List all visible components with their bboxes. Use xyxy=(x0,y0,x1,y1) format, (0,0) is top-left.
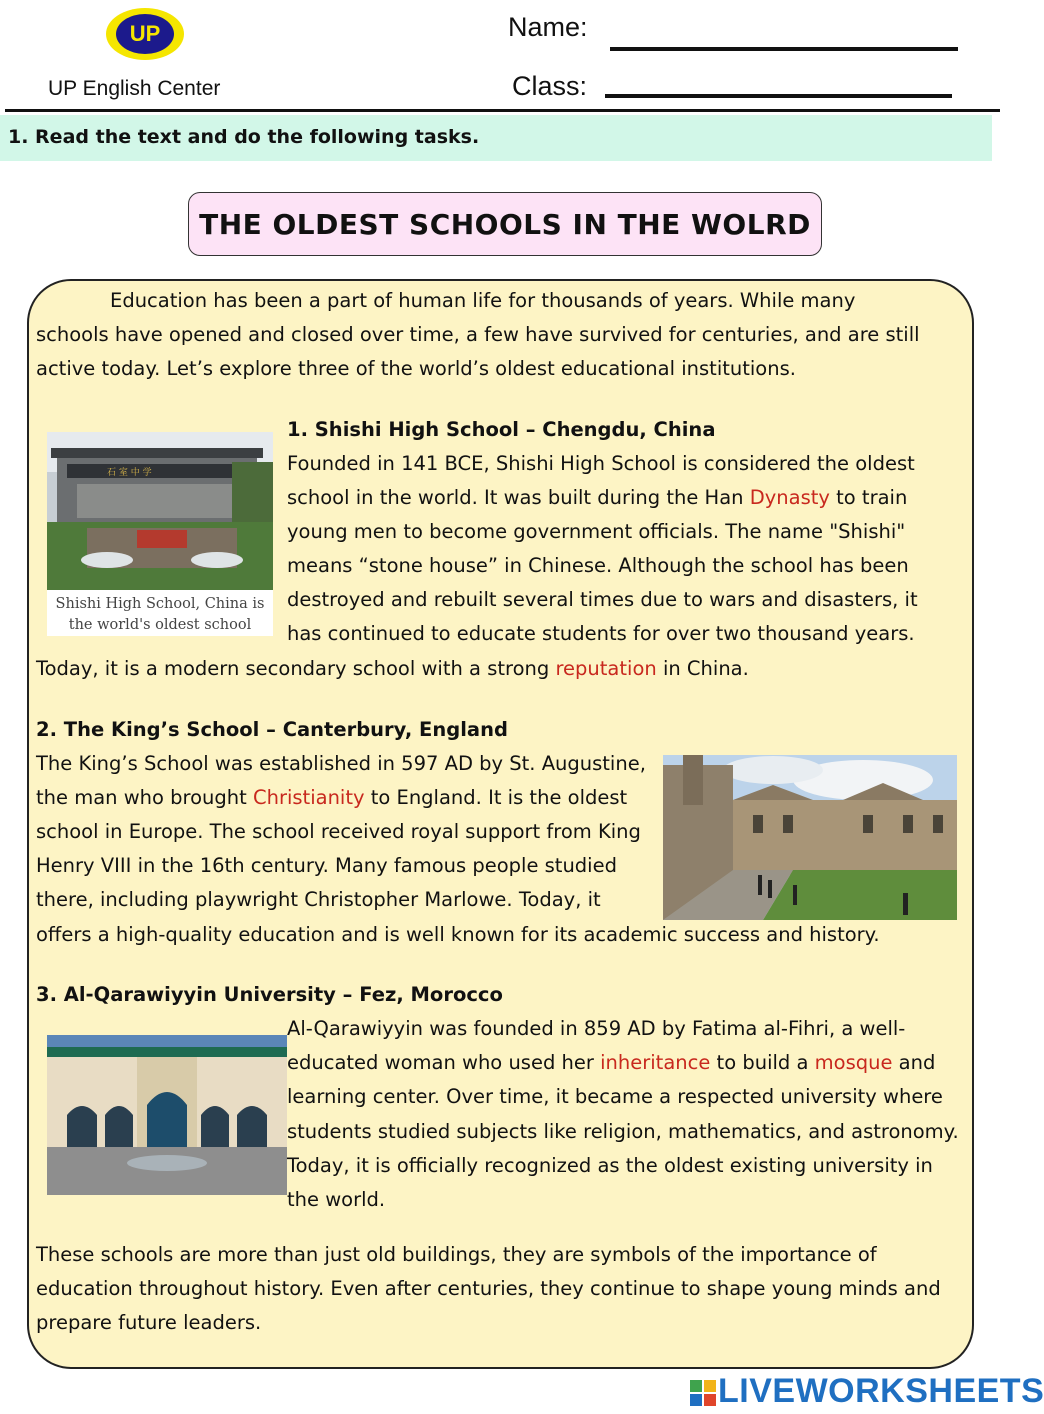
section-heading: 1. Shishi High School – Chengdu, China xyxy=(287,418,716,441)
section1-line: school in the world. It was built during the Han Dynasty to train xyxy=(287,486,908,509)
class-label: Class: xyxy=(512,71,588,101)
name-label: Name: xyxy=(508,12,588,42)
section2-line: The King’s School was established in 597 AD by St. Augustine, xyxy=(36,752,646,775)
header-divider xyxy=(5,109,1000,112)
section2-line: Henry VIII in the 16th century. Many famous people studied xyxy=(36,854,617,877)
section3-line: educated woman who used her inheritance to build a mosque and xyxy=(287,1051,936,1074)
intro-line: Education has been a part of human life for thousands of years. While many xyxy=(110,289,856,312)
liveworksheets-logo-icon xyxy=(690,1380,716,1406)
footer-brand[interactable]: LIVEWORKSHEETS xyxy=(718,1372,1044,1410)
worksheet-title: THE OLDEST SCHOOLS IN THE WOLRD xyxy=(199,207,811,241)
section3-line: the world. xyxy=(287,1188,386,1211)
section1-line: means “stone house” in Chinese. Although the school has been xyxy=(287,554,909,577)
section1-line: young men to become government officials. The name "Shishi" xyxy=(287,520,906,543)
section3-line: students studied subjects like religion, mathematics, and astronomy. xyxy=(287,1120,959,1143)
intro-line: active today. Let’s explore three of the world’s oldest educational institutions. xyxy=(36,357,796,380)
section3-line: Al-Qarawiyyin was founded in 859 AD by Fatima al-Fihri, a well- xyxy=(287,1017,906,1040)
section-heading: 2. The King’s School – Canterbury, England xyxy=(36,718,508,741)
qarawiyyin-photo xyxy=(47,1035,287,1195)
vocab-highlight: Dynasty xyxy=(749,486,830,509)
shishi-building-image xyxy=(47,432,273,590)
vocab-highlight: mosque xyxy=(814,1051,893,1074)
task-instruction: 1. Read the text and do the following tasks. xyxy=(8,126,480,148)
logo-text: UP xyxy=(116,14,174,54)
section2-line: offers a high-quality education and is well known for its academic success and history. xyxy=(36,923,880,946)
vocab-highlight: inheritance xyxy=(600,1051,711,1074)
section1-line: has continued to educate students for over two thousand years. xyxy=(287,622,915,645)
vocab-highlight: Christianity xyxy=(252,786,365,809)
name-field-line[interactable] xyxy=(610,47,958,51)
school-sign-text: 石 室 中 学 xyxy=(107,468,152,478)
section-heading: 3. Al-Qarawiyyin University – Fez, Morocco xyxy=(36,983,503,1006)
section3-line: Today, it is officially recognized as the oldest existing university in xyxy=(287,1154,933,1177)
section1-line: destroyed and rebuilt several times due to wars and disasters, it xyxy=(287,588,918,611)
conclusion-line: These schools are more than just old buildings, they are symbols of the importance of xyxy=(36,1243,877,1266)
center-name: UP English Center xyxy=(48,77,221,100)
intro-line: schools have opened and closed over time, a few have survived for centuries, and are still xyxy=(36,323,920,346)
section1-line: Founded in 141 BCE, Shishi High School is considered the oldest xyxy=(287,452,915,475)
section2-line: the man who brought Christianity to England. It is the oldest xyxy=(36,786,628,809)
photo-caption: Shishi High School, China is xyxy=(47,594,273,615)
section1-line: Today, it is a modern secondary school with a strong reputation in China. xyxy=(36,657,749,680)
section2-line: there, including playwright Christopher Marlowe. Today, it xyxy=(36,888,601,911)
class-field-line[interactable] xyxy=(605,94,952,98)
up-logo xyxy=(106,8,184,60)
conclusion-line: education throughout history. Even after centuries, they continue to shape young minds and xyxy=(36,1277,941,1300)
section2-line: school in Europe. The school received royal support from King xyxy=(36,820,641,843)
vocab-highlight: reputation xyxy=(555,657,657,680)
photo-caption: the world's oldest school xyxy=(47,615,273,636)
shishi-school-photo xyxy=(47,432,273,634)
kings-school-photo xyxy=(663,755,957,920)
title-box xyxy=(188,192,822,256)
section3-line: learning center. Over time, it became a respected university where xyxy=(287,1085,943,1108)
conclusion-line: prepare future leaders. xyxy=(36,1311,262,1334)
